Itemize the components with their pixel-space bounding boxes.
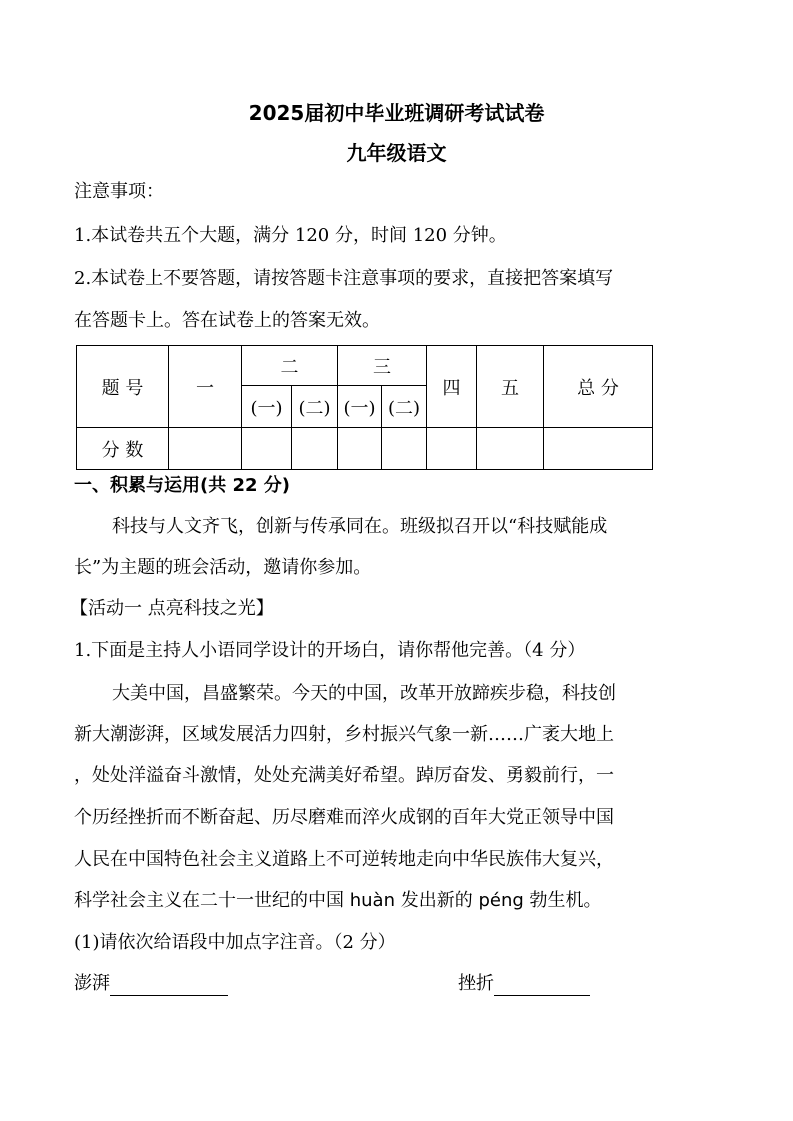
score-table-col-5: 五 [477, 346, 544, 428]
score-cell[interactable] [169, 428, 242, 470]
passage-line-1: 大美中国，昌盛繁荣。今天的中国，改革开放蹄疾步稳，科技创 [112, 683, 616, 704]
passage-line-6 [74, 889, 602, 913]
score-cell[interactable] [382, 428, 427, 470]
passage-line-2: 新大潮澎湃，区域发展活力四射，乡村振兴气象一新……广袤大地上 [74, 724, 614, 745]
passage-line-5: 人民在中国特色社会主义道路上不可逆转地走向中华民族伟大复兴， [74, 849, 614, 870]
score-table-sub-4: (二) [382, 386, 427, 428]
passage-line-3: ，处处洋溢奋斗激情，处处充满美好希望。踔厉奋发、勇毅前行，一 [74, 765, 614, 786]
question-1: 1.下面是主持人小语同学设计的开场白，请你帮他完善。（4 分） [74, 640, 586, 661]
notice-item-2-line-2: 在答题卡上。答在试卷上的答案无效。 [74, 310, 380, 331]
pinyin-huan: huàn [349, 890, 395, 911]
activity-1-heading: 【活动一 点亮科技之光】 [70, 598, 274, 619]
score-table-score-label: 分 数 [77, 428, 169, 470]
score-table-question-label: 题 号 [77, 346, 169, 428]
score-cell[interactable] [292, 428, 338, 470]
pinyin-peng: péng [478, 890, 524, 911]
score-table-col-4: 四 [427, 346, 477, 428]
sub-question-1: (1)请依次给语段中加点字注音。（2 分） [74, 932, 396, 953]
section-1-heading: 一、积累与运用(共 22 分) [74, 475, 291, 496]
score-table-total: 总 分 [544, 346, 653, 428]
answer-blank-1[interactable] [110, 975, 228, 996]
score-table-col-1: 一 [169, 346, 242, 428]
score-table-col-3: 三 [338, 346, 427, 386]
passage-line-6-text-b: 发出新的 [395, 890, 479, 911]
answer-blank-2[interactable] [494, 975, 590, 996]
section-1-intro-line-2: 长”为主题的班会活动，邀请你参加。 [74, 557, 372, 578]
passage-line-6-text-a: 科学社会主义在二十一世纪的中国 [74, 890, 350, 911]
score-cell[interactable] [477, 428, 544, 470]
score-table [76, 345, 653, 470]
answer-row-2 [458, 972, 590, 996]
exam-title: 2025届初中毕业班调研考试试卷 [248, 101, 545, 125]
score-cell[interactable] [544, 428, 653, 470]
section-1-intro-line-1: 科技与人文齐飞，创新与传承同在。班级拟召开以“科技赋能成 [112, 516, 608, 537]
notice-item-2-line-1: 2.本试卷上不要答题，请按答题卡注意事项的要求，直接把答案填写 [74, 268, 614, 289]
score-cell[interactable] [427, 428, 477, 470]
score-table-sub-3: (一) [338, 386, 382, 428]
passage-line-4: 个历经挫折而不断奋起、历尽磨难而淬火成钢的百年大党正领导中国 [74, 807, 614, 828]
notice-item-1: 1.本试卷共五个大题，满分 120 分，时间 120 分钟。 [74, 225, 507, 246]
passage-line-6-text-c: 勃生机。 [523, 890, 602, 911]
answer-row-1 [74, 972, 228, 996]
blank-2-label: 挫折 [458, 973, 494, 994]
blank-1-label: 澎湃 [74, 973, 110, 994]
score-table-sub-2: (二) [292, 386, 338, 428]
score-table-col-2: 二 [242, 346, 338, 386]
score-table-sub-1: (一) [242, 386, 292, 428]
score-cell[interactable] [242, 428, 292, 470]
score-cell[interactable] [338, 428, 382, 470]
exam-subtitle: 九年级语文 [346, 141, 447, 165]
notice-heading: 注意事项： [74, 181, 164, 202]
